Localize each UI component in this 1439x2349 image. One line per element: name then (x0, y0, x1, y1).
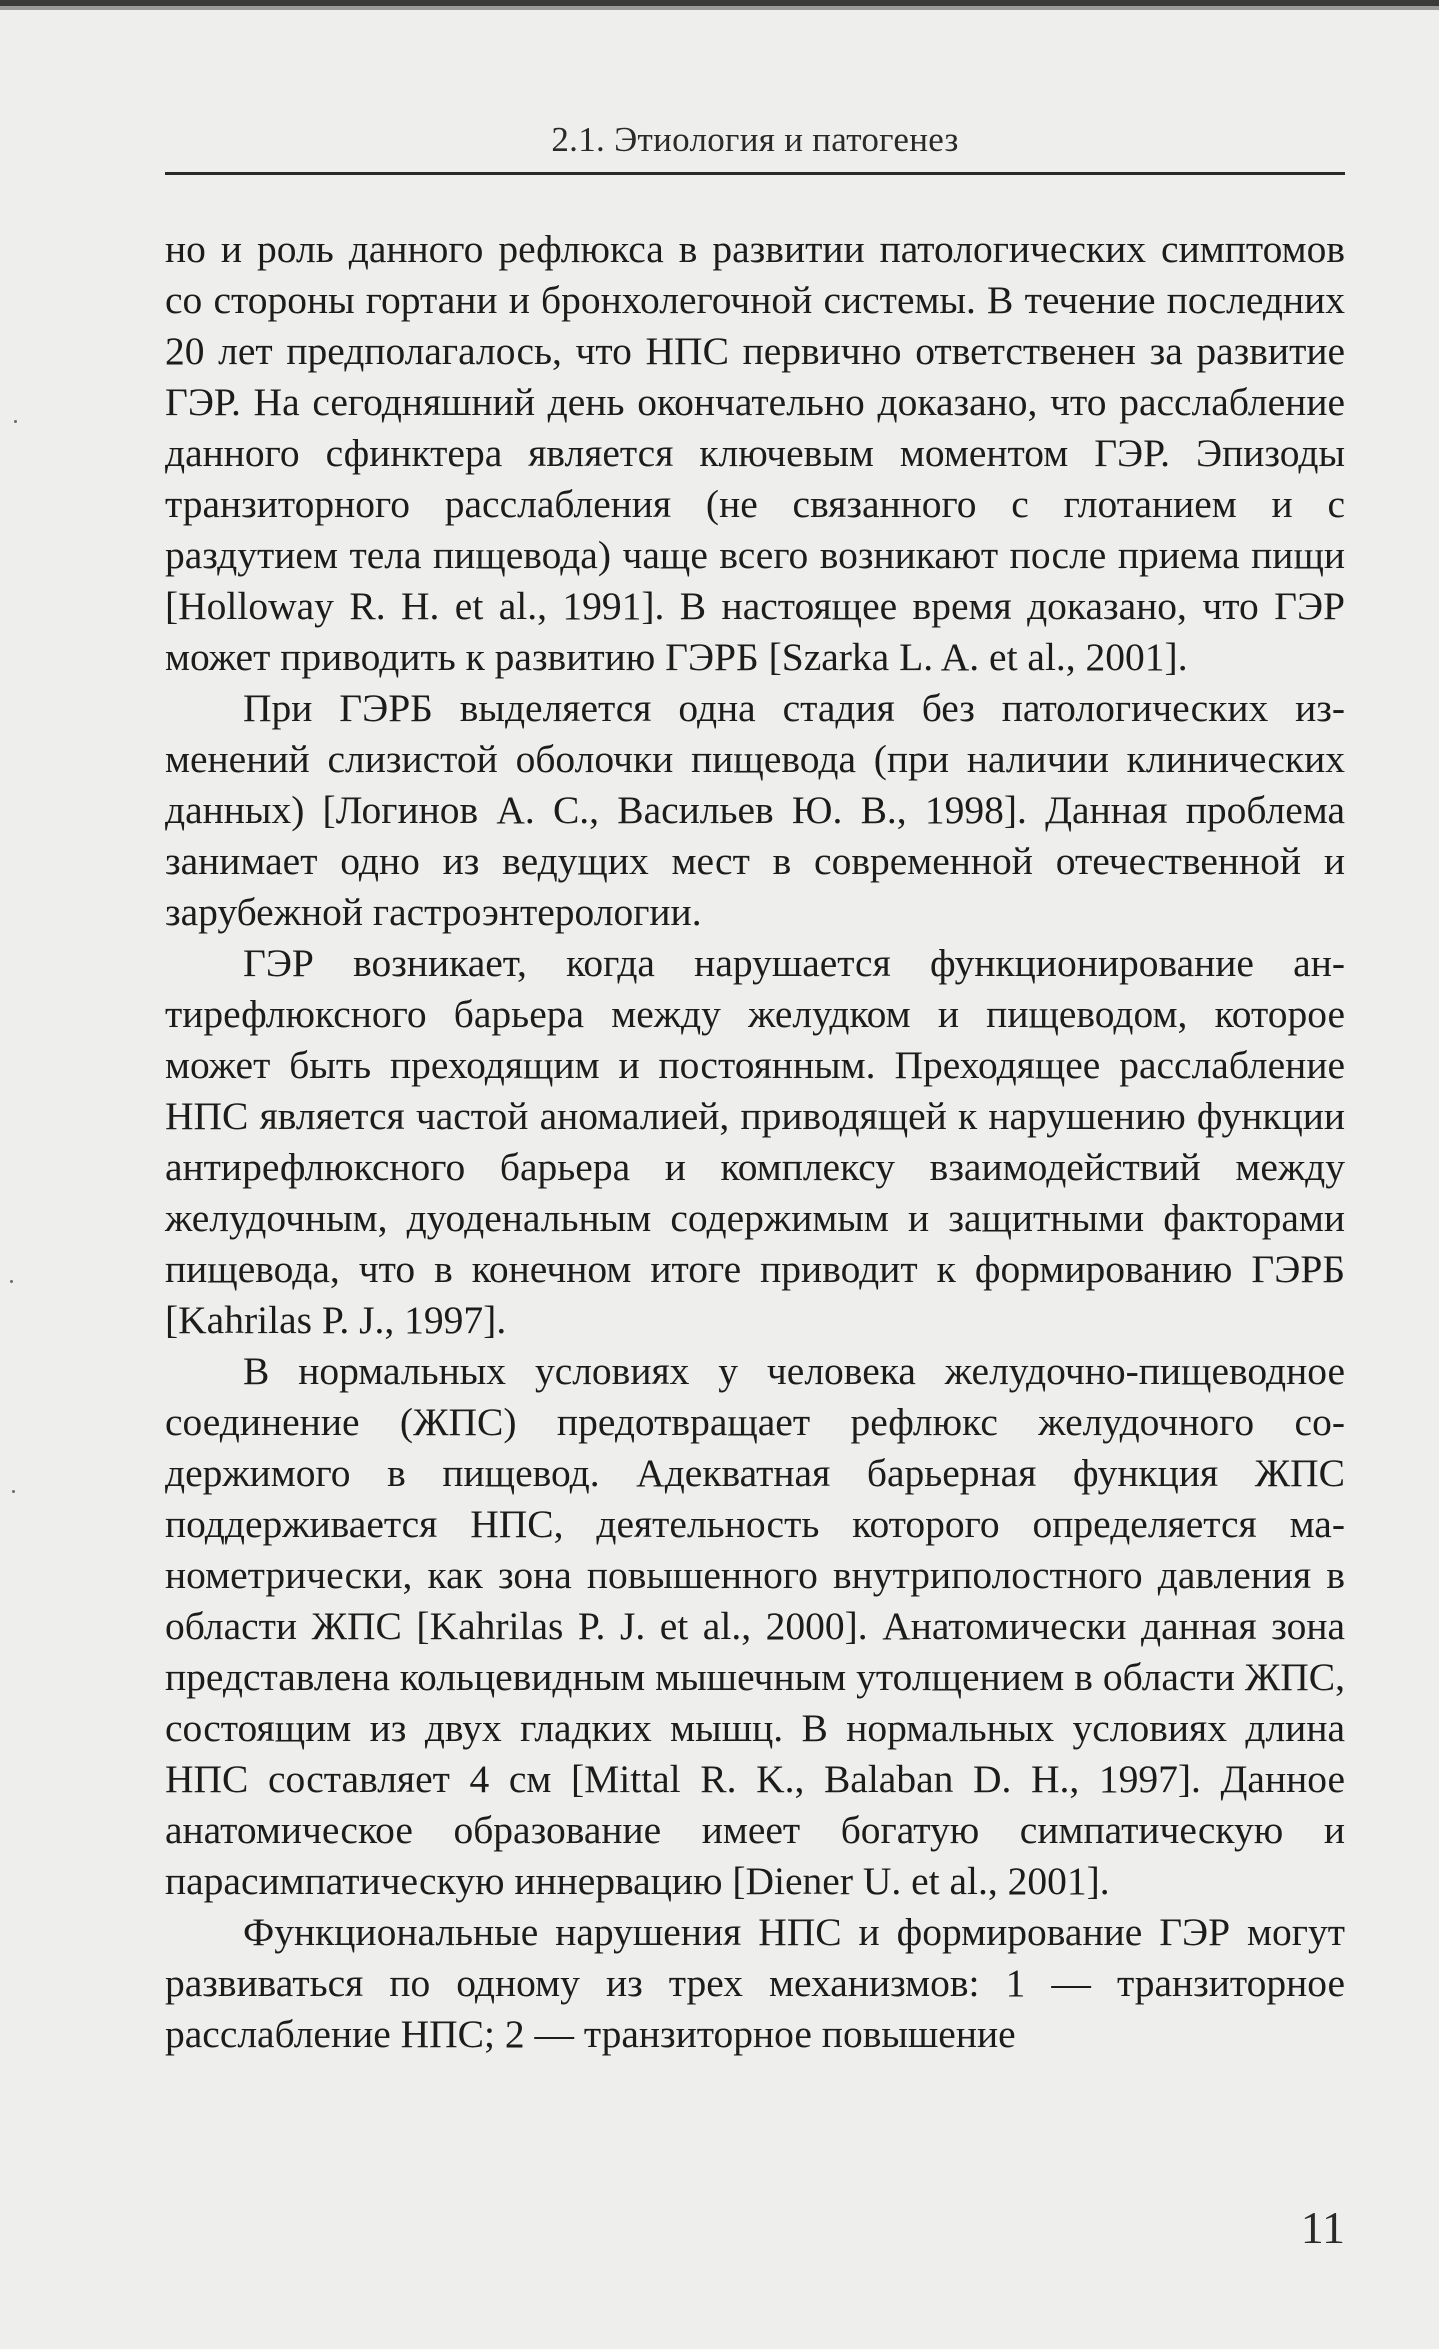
running-header: 2.1. Этиология и патогенез (551, 120, 959, 159)
scan-speck (14, 420, 17, 423)
page-number: 11 (1300, 2202, 1345, 2253)
scan-speck (12, 1490, 15, 1493)
paragraph: Функциональные нарушения НПС и формирование ГЭР могут развиваться по одному из трех механизмов: 1 — транзиторное расслабление НПС; 2 — транзиторное повышение (165, 1910, 1345, 2056)
paragraph: При ГЭРБ выделяется одна стадия без патологических изменений слизистой оболочки пищевода (при наличии клинических данных) [Логинов А. С., Васильев Ю. В., 1998]. Данная проблема занимает одно из ведущих мест в современной отечественной и зарубежной гастроэнтерологии. (165, 686, 1345, 934)
header-rule (165, 172, 1345, 175)
paragraph: В нормальных условиях у человека желудочно-пищеводное соединение (ЖПС) предотвращает рефлюкс желудочного содержимого в пищевод. Адекватная барьерная функция ЖПС поддерживается НПС, деятельность которого определяется манометрически, как зона повышенного внутриполостного давления в области ЖПС [Kahrilas P. J. et al., 2000]. Анатомически данная зона представлена кольцевидным мышечным утолщением в области ЖПС, состоящим из двух гладких мышц. В нормальных условиях длина НПС составляет 4 см [Mittal R. K., Balaban D. H., 1997]. Данное анатомическое образование имеет богатую симпатическую и парасимпатическую иннервацию [Diener U. et al., 2001]. (165, 1349, 1345, 1903)
scan-speck (10, 1280, 13, 1283)
paragraph: но и роль данного рефлюкса в развитии патологических симптомов со стороны гортани и бронхолегочной системы. В течение последних 20 лет предполагалось, что НПС первично ответственен за развитие ГЭР. На сегодняшний день окончательно доказано, что расслабление данного сфинктера является ключевым моментом ГЭР. Эпизоды транзиторного расслабления (не связанного с глотанием и с раздутием тела пищевода) чаще всего возникают после приема пищи [Holloway R. H. et al., 1991]. В настоящее время доказано, что ГЭР может приводить к развитию ГЭРБ [Szarka L. A. et al., 2001]. (165, 227, 1345, 679)
body-text (165, 224, 1345, 2060)
paragraph: ГЭР возникает, когда нарушается функционирование антирефлюксного барьера между желудком и пищеводом, которое может быть преходящим и постоянным. Преходящее расслабление НПС является частой аномалией, приводящей к нарушению функции антирефлюксного барьера и комплексу взаимодействий между желудочным, дуоденальным содержимым и защитными факторами пищевода, что в конечном итоге приводит к формированию ГЭРБ [Kahrilas P. J., 1997]. (165, 941, 1345, 1342)
page-top-shadow (0, 6, 1439, 10)
